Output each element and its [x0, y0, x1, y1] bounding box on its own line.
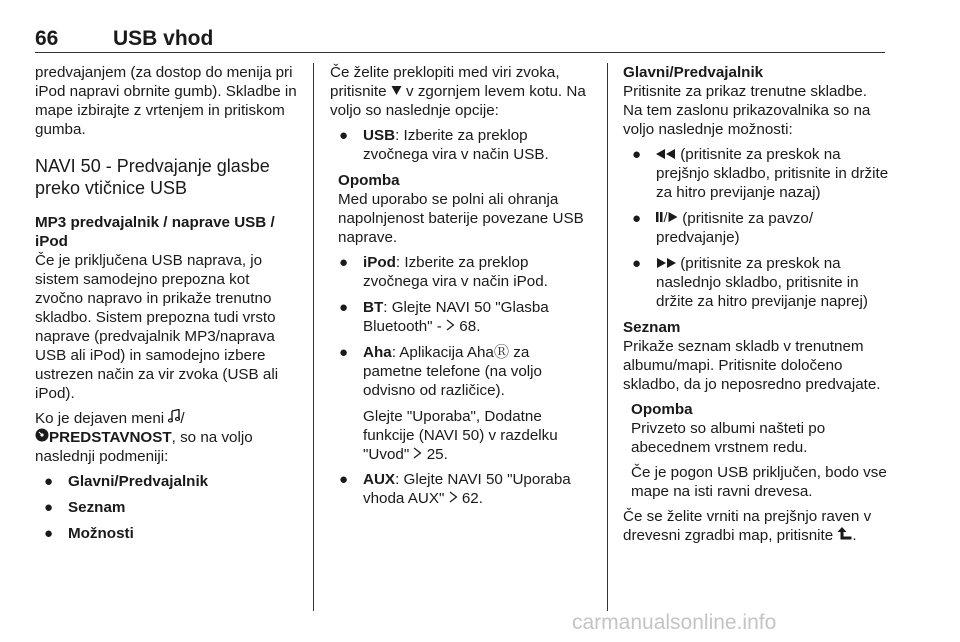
note-text: Med uporabo se polni ali ohranja napolnjenost baterije povezane USB naprave. — [338, 191, 584, 246]
note — [330, 171, 588, 247]
paragraph: Prikaže seznam skladb v trenutnem albumu/mapi. Pritisnite določeno skladbo, da jo neposredno predvajate. — [623, 338, 881, 393]
list-item: ● AUX: Glejte NAVI 50 "Uporaba vhoda AUX" 62. — [339, 471, 571, 507]
fast-forward-icon — [656, 258, 676, 268]
controls-list — [623, 145, 889, 311]
bullet: ● — [632, 255, 642, 272]
paragraph: Če želite preklopiti med viri zvoka, pritisnite v zgornjem levem kotu. Na voljo so naslednje opcije: — [330, 64, 586, 119]
page-title: USB vhod — [113, 27, 214, 50]
subsection-heading: MP3 predvajalnik / naprave USB / iPod — [35, 214, 275, 250]
note-title: Opomba — [631, 401, 693, 418]
page-header — [35, 27, 885, 51]
source-list — [330, 253, 588, 400]
bullet: ● — [339, 254, 349, 271]
list-item: ● (pritisnite za preskok na prejšnjo skladbo, pritisnite in držite za hitro previjanje nazaj) — [632, 146, 889, 201]
note-text: Privzeto so albumi našteti po abecednem vrstnem redu. — [631, 420, 826, 456]
bullet: ● — [632, 210, 642, 227]
bullet: ● — [339, 299, 349, 316]
list-item: ● iPod: Izberite za preklop zvočnega vira v način iPod. — [339, 254, 548, 290]
submenu-list — [35, 472, 297, 543]
page-number: 66 — [35, 27, 59, 50]
rewind-icon — [656, 149, 676, 159]
music-note-icon — [168, 409, 180, 423]
folder-up-icon — [837, 527, 852, 540]
bullet: ● — [339, 344, 349, 361]
paragraph: predvajanjem (za dostop do menija pri iPod napravi obrnite gumb). Skladbe in mape izbirajte z vrtenjem in pritiskom gumba. — [35, 64, 297, 138]
column-1 — [35, 63, 297, 550]
watermark: carmanualsonline.info — [572, 611, 777, 634]
list-item: ● Aha: Aplikacija AhaⓇ za pametne telefone (na voljo odvisno od različice). — [339, 344, 542, 399]
bullet: ● — [44, 499, 54, 516]
paragraph: Ko je dejaven meni / PREDSTAVNOST, so na voljo naslednji podmeniji: — [35, 410, 253, 465]
section-heading: NAVI 50 - Predvajanje glasbe preko vtičnice USB — [35, 156, 270, 198]
list-item: ● Glavni/Predvajalnik — [44, 473, 209, 490]
source-list — [330, 470, 588, 508]
paragraph: Pritisnite za prikaz trenutne skladbe. Na tem zaslonu prikazovalnika so na voljo naslednje možnosti: — [623, 83, 871, 138]
list-item: ● (pritisnite za pavzo/ predvajanje) — [632, 210, 814, 246]
play-pause-icon — [656, 211, 678, 223]
column-divider — [313, 63, 314, 611]
source-list — [330, 126, 588, 164]
paragraph: Če se želite vrniti na prejšnjo raven v drevesni zgradbi map, pritisnite . — [623, 508, 872, 544]
page-reference-icon — [449, 491, 458, 503]
page-reference-icon — [446, 319, 455, 331]
note-text: Če je pogon USB priključen, bodo vse mape na isti ravni drevesa. — [631, 464, 887, 500]
list-item: ● (pritisnite za preskok na naslednjo skladbo, pritisnite in držite za hitro previjanje naprej) — [632, 255, 868, 310]
paragraph: Če je priključena USB naprava, jo sistem samodejno prepozna kot zvočno napravo in prikaže trenutno skladbo. Sistem prepozna tudi vrsto naprave (predvajalnik MP3/naprava USB ali iPod) in samodejno izbere ustrezen način za vir zvoka (USB ali iPod). — [35, 252, 279, 402]
bullet: ● — [632, 146, 642, 163]
note-title: Opomba — [338, 172, 400, 189]
subsection-heading: Seznam — [623, 319, 681, 336]
column-2 — [330, 63, 588, 515]
column-3 — [623, 63, 889, 551]
bullet: ● — [44, 525, 54, 542]
media-disc-icon — [35, 428, 49, 442]
list-item: ● BT: Glejte NAVI 50 "Glasba Bluetooth" - 68. — [339, 299, 549, 335]
list-item: ● USB: Izberite za preklop zvočnega vira v način USB. — [339, 127, 549, 163]
list-item: ● Možnosti — [44, 525, 134, 542]
list-item: ● Seznam — [44, 499, 126, 516]
note — [623, 400, 889, 501]
bullet: ● — [339, 471, 349, 488]
triangle-down-icon — [391, 85, 402, 96]
subsection-heading: Glavni/Predvajalnik — [623, 64, 764, 81]
column-divider — [607, 63, 608, 611]
header-divider — [35, 52, 885, 53]
bullet: ● — [44, 473, 54, 490]
paragraph: Glejte "Uporaba", Dodatne funkcije (NAVI 50) v razdelku "Uvod" 25. — [363, 408, 558, 463]
bullet: ● — [339, 127, 349, 144]
